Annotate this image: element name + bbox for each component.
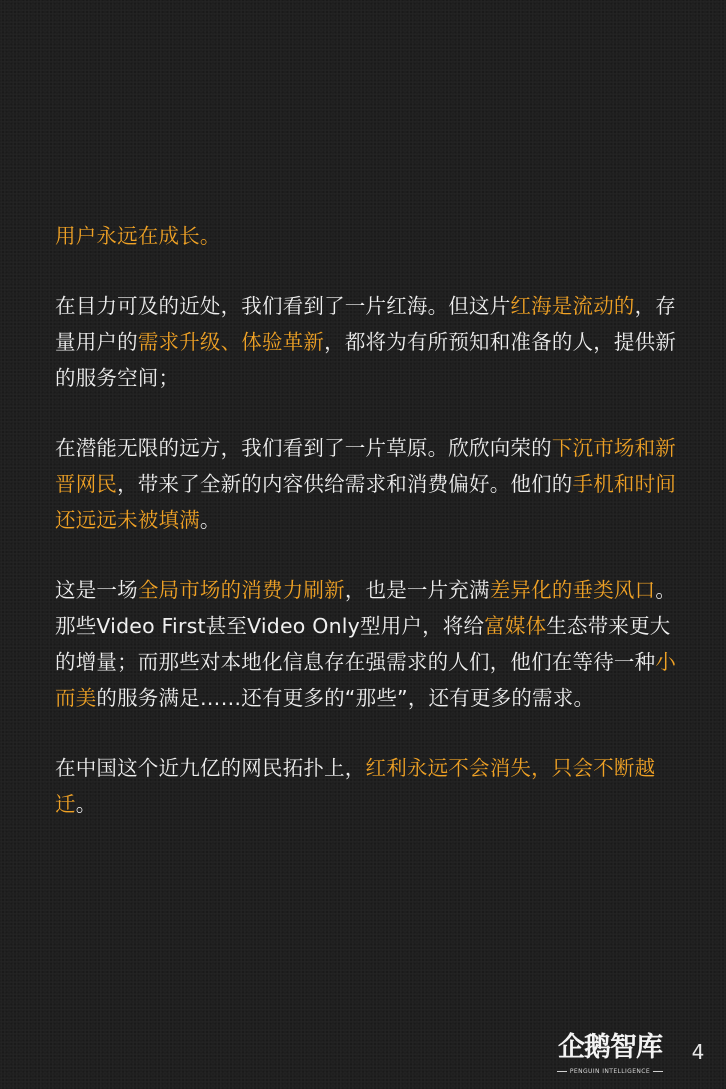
paragraph-1 xyxy=(55,218,685,254)
highlight-text: 红海是流动的 xyxy=(510,294,635,318)
body-text: 。 xyxy=(199,508,221,532)
logo-english-text: PENGUIN INTELLIGENCE xyxy=(569,1067,651,1075)
article-body xyxy=(55,218,685,856)
highlight-text: 需求升级、体验革新 xyxy=(137,330,325,354)
body-text: 这是一场 xyxy=(55,578,138,602)
highlight-text: 用户永远在成长。 xyxy=(55,224,221,248)
paragraph-5 xyxy=(55,750,685,822)
paragraph-2 xyxy=(55,288,685,396)
body-text: 在潜能无限的远方，我们看到了一片草原。欣欣向荣的 xyxy=(55,436,552,460)
page-number: 4 xyxy=(691,1040,705,1064)
paragraph-3 xyxy=(55,430,685,538)
body-text: 在中国这个近九亿的网民拓扑上， xyxy=(55,756,366,780)
logo-divider-left xyxy=(557,1071,567,1072)
logo-chinese-text: 企鹅智库 xyxy=(558,1032,662,1063)
body-text: ，都将为有所预知和准备的人，提供新的服务空间； xyxy=(55,330,677,390)
body-text: ，也是一片充满 xyxy=(344,578,490,602)
highlight-text: 手机和时间还远远未被填满 xyxy=(55,472,677,532)
body-text: 。那些Video First甚至Video Only型用户，将给 xyxy=(55,578,677,638)
penguin-intelligence-logo xyxy=(556,1030,664,1076)
body-text: 生态带来更大的增量；而那些对本地化信息存在强需求的人们，他们在等待一种 xyxy=(55,614,671,674)
logo-divider-right xyxy=(653,1071,663,1072)
body-text: 在目力可及的近处，我们看到了一片红海。但这片 xyxy=(55,294,511,318)
body-text: 。 xyxy=(75,792,97,816)
highlight-text: 红利永远不会消失，只会不断越迁 xyxy=(55,756,656,816)
highlight-text: 下沉市场和新晋网民 xyxy=(55,436,677,496)
highlight-text: 富媒体 xyxy=(484,614,547,638)
highlight-text: 差异化的垂类风口 xyxy=(489,578,656,602)
logo-english-row xyxy=(556,1066,664,1076)
paragraph-4 xyxy=(55,572,685,716)
highlight-text: 全局市场的消费力刷新 xyxy=(137,578,345,602)
body-text: 的服务满足……还有更多的“那些”，还有更多的需求。 xyxy=(96,686,595,710)
body-text: ，带来了全新的内容供给需求和消费偏好。他们的 xyxy=(117,472,573,496)
highlight-text: 小而美 xyxy=(55,650,677,710)
body-text: ，存量用户的 xyxy=(55,294,677,354)
